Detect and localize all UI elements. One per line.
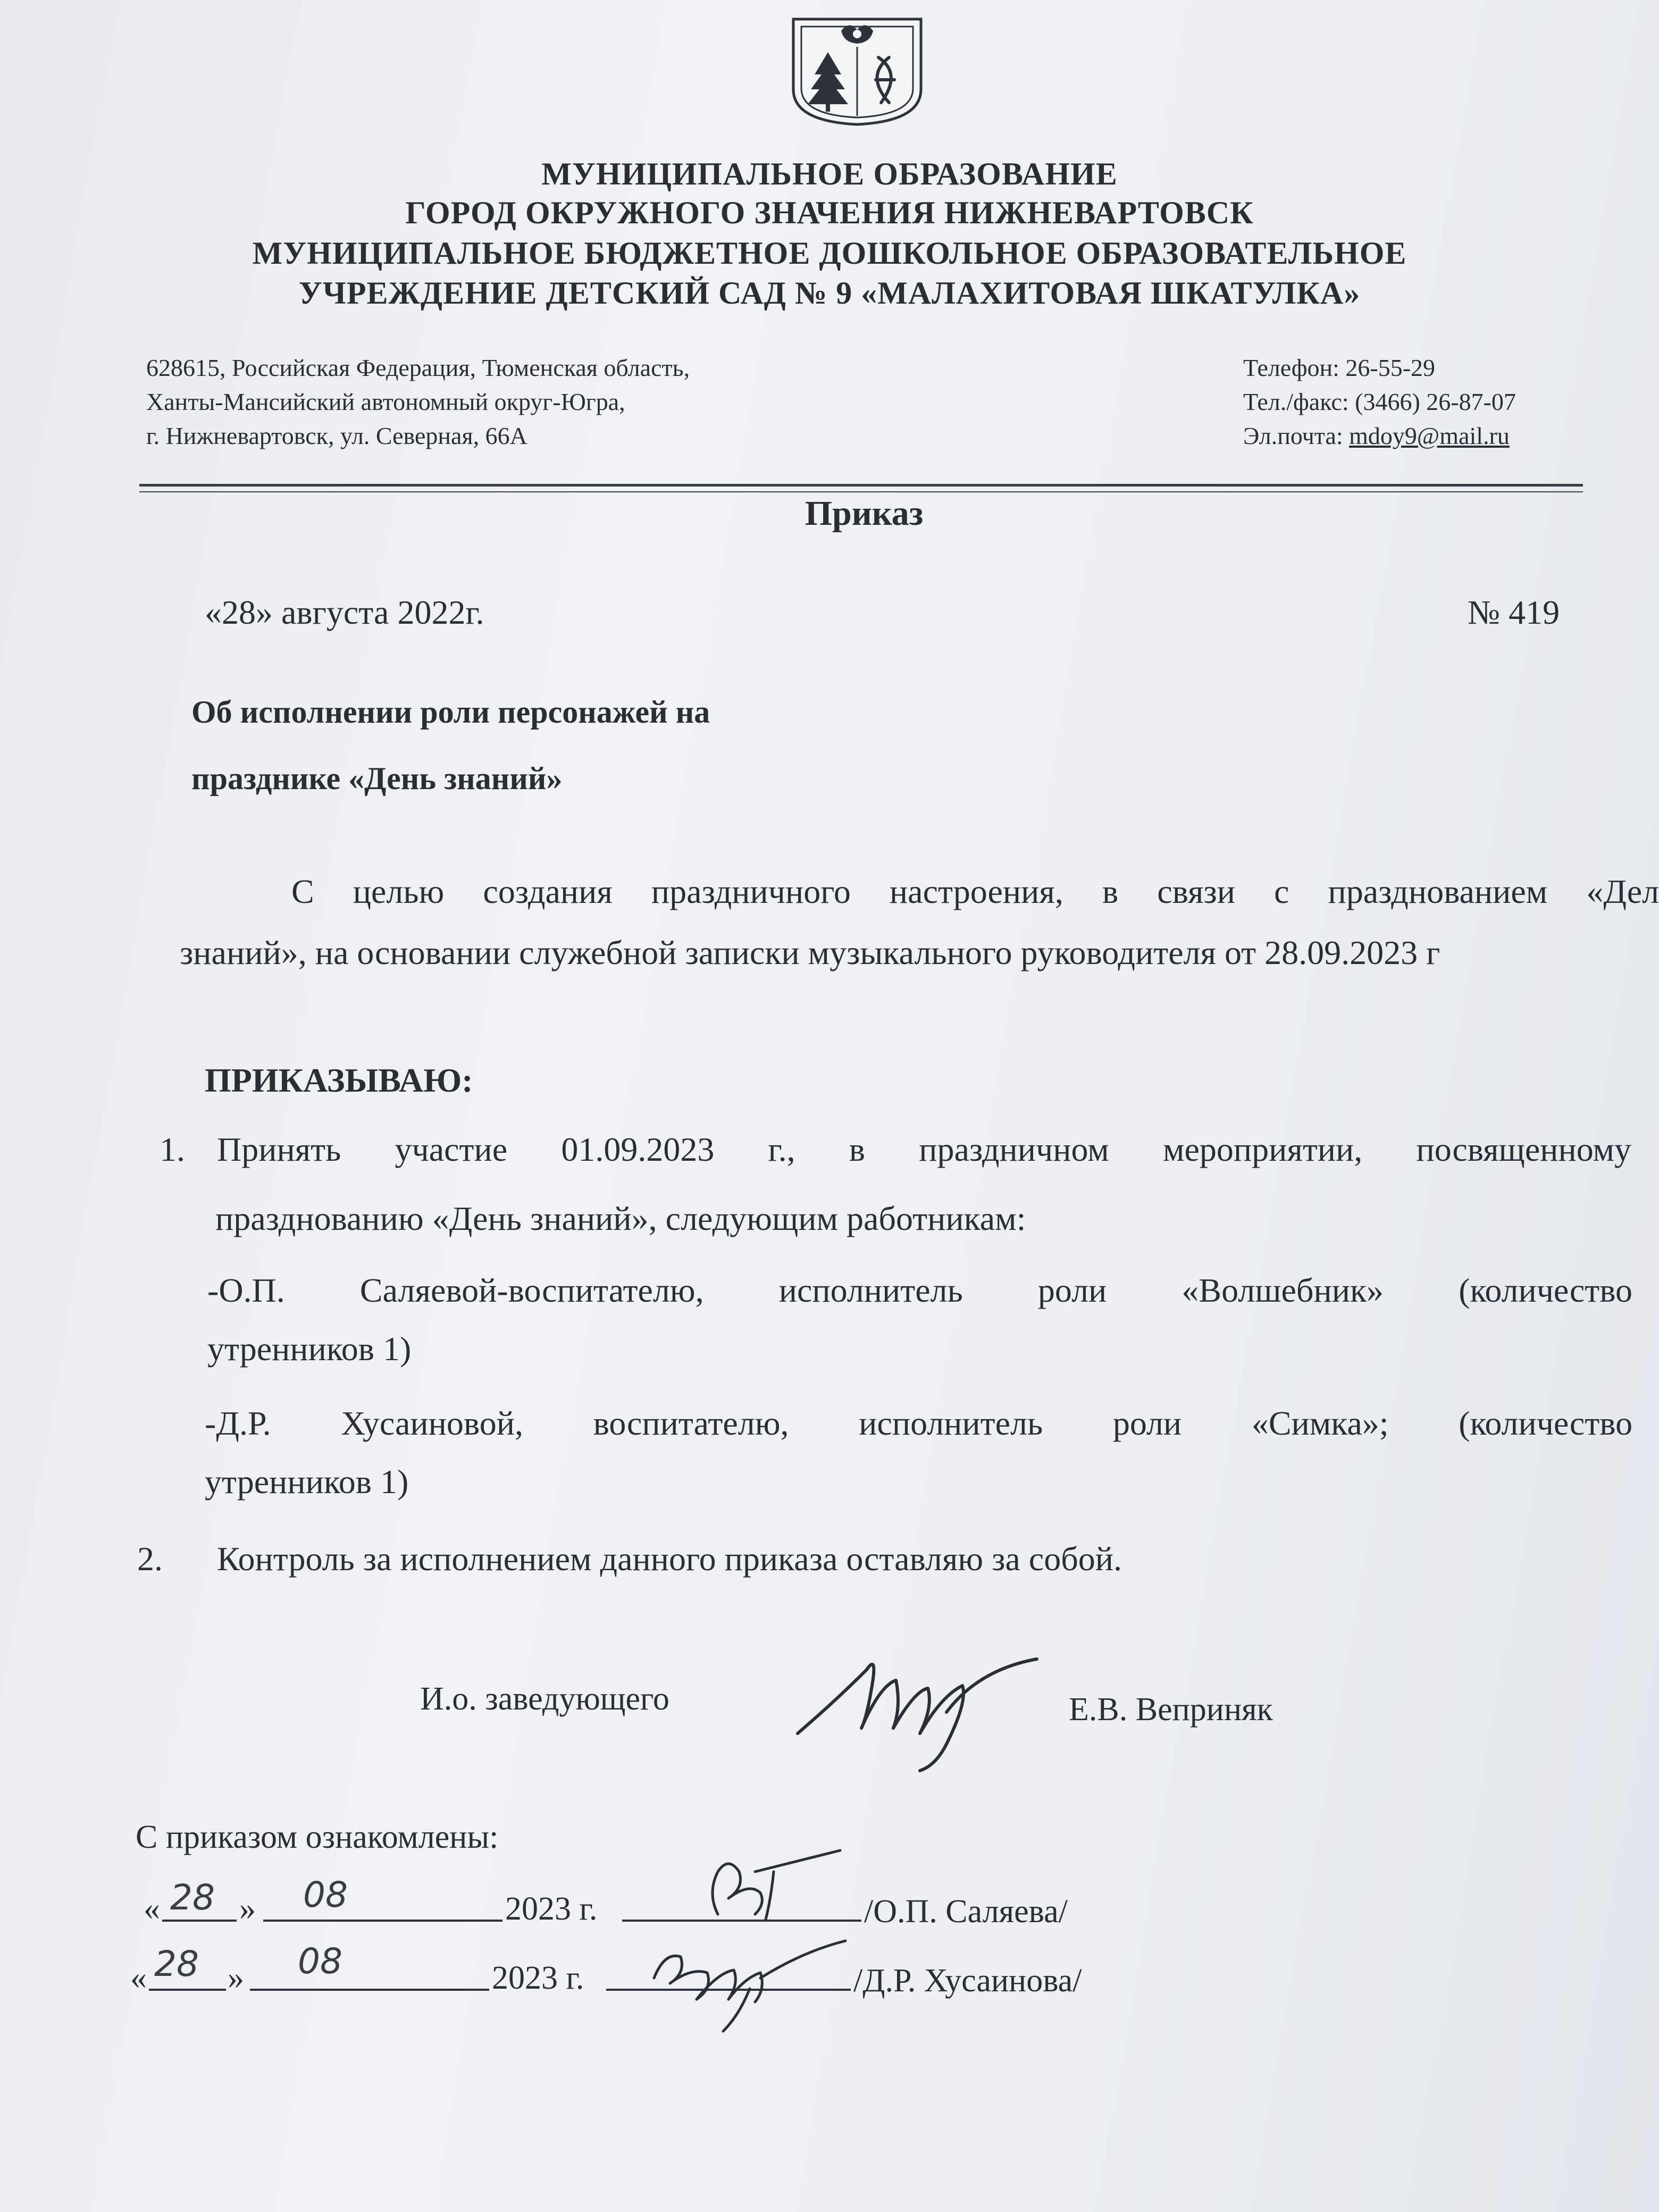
acknowledgment-heading: С приказом ознакомлены: [136,1819,499,1855]
ack-row-1-year: 2023 г. [505,1891,598,1927]
document-title: Приказ [805,494,924,533]
ack-row-1-day: 28 [170,1877,215,1918]
item-2-text: Контроль за исполнением данного приказа оставляю за собой. [217,1540,1122,1578]
ack-row-1-month-line [263,1920,502,1922]
org-line-1: МУНИЦИПАЛЬНОЕ ОБРАЗОВАНИЕ [541,156,1118,191]
ack-row-1-name: /О.П. Саляева/ [864,1893,1068,1930]
preamble-line-1: С целью создания праздничного настроения, в связи с празднованием «Дел [291,873,1659,910]
subject-line-1: Об исполнении роли персонажей на [191,694,710,730]
phone: Телефон: 26-55-29 [1243,354,1436,381]
address-block [146,351,690,453]
ack-row-2-month-line [250,1989,489,1991]
header-divider-thin [139,491,1583,492]
subject-line-2: празднике «День знаний» [191,761,563,796]
ack-row-2-open-quote: « [130,1960,147,1996]
coat-of-arms-icon [791,15,924,127]
email-link[interactable]: mdoy9@mail.ru [1349,422,1510,449]
org-line-4: УЧРЕЖДЕНИЕ ДЕТСКИЙ САД № 9 «МАЛАХИТОВАЯ ШКАТУЛКА» [298,275,1361,311]
item-1-line-2: празднованию «День знаний», следующим работникам: [215,1200,1026,1237]
ack-row-1-open-quote: « [144,1891,160,1927]
director-signature [787,1638,1053,1776]
fax: Тел./факс: (3466) 26-87-07 [1243,388,1516,415]
address-line: г. Нижневартовск, ул. Северная, 66А [146,422,527,449]
preamble-line-2: знаний», на основании служебной записки музыкального руководителя от 28.09.2023 г [180,934,1440,971]
contacts-block [1243,351,1516,453]
ack-row-1-day-line [162,1920,237,1922]
address-line: 628615, Российская Федерация, Тюменская область, [146,354,690,381]
org-line-2: ГОРОД ОКРУЖНОГО ЗНАЧЕНИЯ НИЖНЕВАРТОВСК [405,195,1254,230]
item-1-line-1: Принять участие 01.09.2023 г., в праздничном мероприятии, посвященному [217,1130,1632,1168]
order-number: № 419 [1468,593,1560,631]
ack-row-2-name: /Д.Р. Хусаинова/ [853,1963,1082,1999]
ack-row-2-year: 2023 г. [492,1960,584,1996]
ack-row-2-day-line [149,1989,226,1991]
ack-row-2-signature [633,1909,856,2042]
item-1-number: 1. [160,1130,185,1168]
person-2-line-2: утренников 1) [205,1463,409,1501]
ack-row-1-month: 08 [303,1874,348,1915]
order-command: ПРИКАЗЫВАЮ: [205,1061,473,1099]
person-1-line-1: -О.П. Саляевой-воспитателю, исполнитель роли «Волшебник» (количество [207,1271,1633,1309]
ack-row-2-close-quote: » [228,1960,244,1996]
ack-row-1-close-quote: » [239,1891,256,1927]
person-1-line-2: утренников 1) [207,1330,412,1368]
signer-name: Е.В. Веприняк [1069,1691,1273,1728]
email-label: Эл.почта: [1243,422,1350,449]
org-line-3: МУНИЦИПАЛЬНОЕ БЮДЖЕТНОЕ ДОШКОЛЬНОЕ ОБРАЗОВАТЕЛЬНОЕ [252,236,1407,271]
order-date: «28» августа 2022г. [205,593,484,631]
ack-row-2-month: 08 [298,1941,342,1982]
address-line: Ханты-Мансийский автономный округ-Югра, [146,388,625,415]
item-2-number: 2. [137,1540,163,1578]
person-2-line-1: -Д.Р. Хусаиновой, воспитателю, исполнитель роли «Симка»; (количество [205,1404,1633,1442]
signer-position: И.о. заведующего [420,1681,669,1717]
email-row [1243,419,1516,453]
ack-row-2-day: 28 [154,1943,199,1984]
header-divider [139,484,1583,487]
